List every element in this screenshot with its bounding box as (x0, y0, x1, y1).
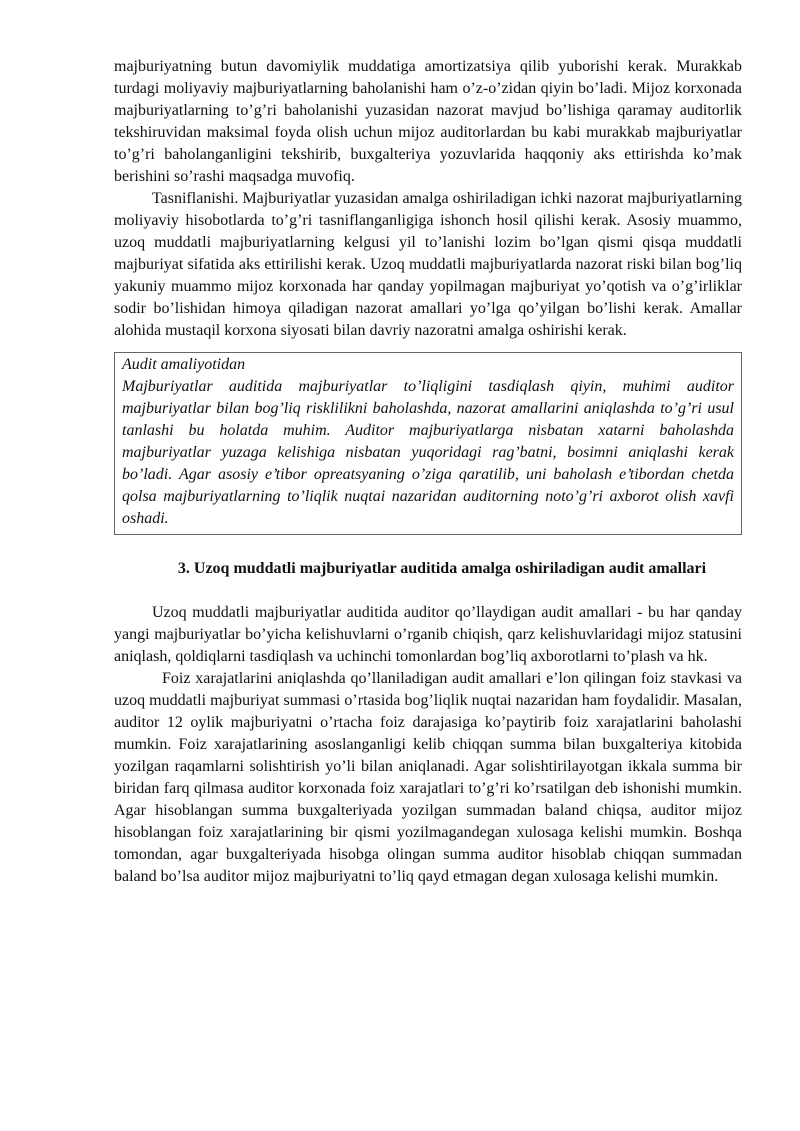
paragraph-interest-expenses: Foiz xarajatlarini aniqlashda qo’llaniladigan audit amallari e’lon qilingan foiz stavkasi va uzoq muddatli majburiyat summasi o’rtasida bog’liqlik nuqtai nazaridan ham foydalidir. Masalan, auditor 12 oylik majburiyatni o’rtacha foiz darajasiga ko’paytirib foiz xarajatlarini baholashi mumkin. Foiz xarajatlarining asoslanganligi kelib chiqqan summa bilan buxgalteriya kitobida yozilgan raqamlarni solishtirish yo’li bilan aniqlanadi. Agar solishtirilayotgan ikkala summa bir biridan farq qilmasa auditor korxonada foiz xarajatlari to’g’ri ko’rsatilgan deb ishonishi mumkin. Agar hisoblangan summa buxgalteriyada yozilgan summadan baland chiqsa, auditor mijoz hisoblangan foiz xarajatlarining bir qismi yozilmagandegan xulosaga kelishi mumkin. Boshqa tomondan, agar buxgalteriyada hisobga olingan summa auditor hisoblab chiqqan summadan baland bo’lsa auditor mijoz majburiyatni to’liq qayd etmagan degan xulosaga kelishi mumkin. (114, 670, 742, 885)
section-heading: 3. Uzoq muddatli majburiyatlar auditida amalga oshiriladigan audit amallari (177, 560, 707, 577)
paragraph-audit-procedures: Uzoq muddatli majburiyatlar auditida auditor qo’llaydigan audit amallari - bu har qanday yangi majburiyatlar bo’yicha kelishuvlarni o’rganib chiqish, qarz kelishuvlaridagi mijoz statusini aniqlash, qoldiqlarni tasdiqlash va uchinchi tomonlardan bog’liq axborotlarni to’plash va hk. (114, 604, 742, 665)
spacer (114, 580, 742, 602)
audit-practice-title: Audit amaliyotidan (122, 356, 246, 373)
paragraph-classification: Tasniflanishi. Majburiyatlar yuzasidan amalga oshiriladigan ichki nazorat majburiyatlarning moliyaviy hisobotlarda to’g’ri tasniflanganligiga ishonch hosil qilishi kerak. Asosiy muammo, uzoq muddatli majburiyatlarning kelgusi yil to’lanishi lozim bo’lgan qismi qisqa muddatli majburiyat sifatida aks ettirilishi kerak. Uzoq muddatli majburiyatlarda nazorat riski bilan bog’liq yakuniy muammo mijoz korxonada har qanday yopilmagan majburiyat yo’qotish va o’g’irliklar sodir bo’lishidan himoya qiladigan nazorat amallari yo’lga qo’yilgan bo’lishi kerak. Amallar alohida mustaqil korxona siyosati bilan davriy nazoratni amalga oshirishi kerak. (114, 190, 742, 339)
audit-practice-text: Majburiyatlar auditida majburiyatlar to’liqligini tasdiqlash qiyin, muhimi auditor majburiyatlar bilan bog’liq risklilikni baholashda, nazorat amallarini aniqlashda to’g’ri usul tanlashi bu holatda muhim. Auditor majburiyatlarga nisbatan xatarni baholashda majburiyatlar yuzaga kelishiga nisbatan yuqoridagi rag’batni, bosimni aniqlashi kerak bo’ladi. Agar asosiy e’tibor opreatsyaning o’ziga qaratilib, uni baholash e’tibordan chetda qolsa majburiyatlarning to’liqlik nuqtai nazaridan auditorning noto’g’ri axborot olish xavfi oshadi. (122, 378, 734, 527)
document-page (114, 56, 742, 888)
paragraph-amortization: majburiyatning butun davomiylik muddatiga amortizatsiya qilib yuborishi kerak. Murakkab turdagi moliyaviy majburiyatlarning baholanishi ham o’z-o’zidan qiyin bo’ladi. Mijoz korxonada majburiyatlarning to’g’ri baholanishi yuzasidan nazorat mavjud bo’lishiga qaramay auditorlik tekshiruvidan maksimal foyda olish uchun mijoz auditorlardan bu kabi murakkab majburiyatlar to’g’ri baholanganligini tekshirib, buxgalteriya yozuvlarida haqqoniy aks ettirishda ko’mak berishini so’rashi maqsadga muvofiq. (114, 58, 742, 185)
audit-practice-box (114, 352, 742, 535)
